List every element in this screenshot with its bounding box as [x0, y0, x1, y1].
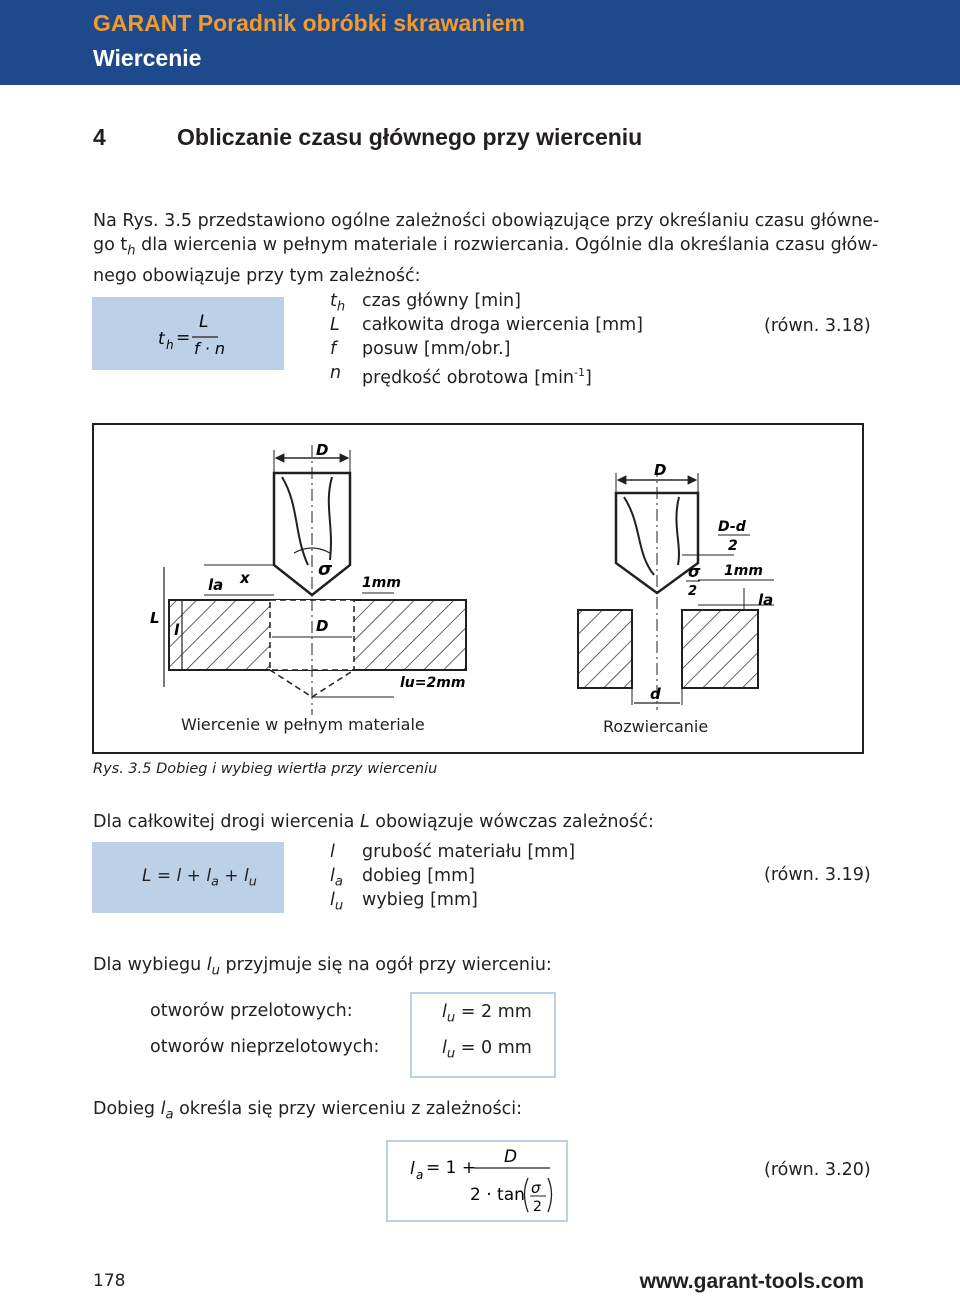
legend-desc: dobieg [mm]	[362, 866, 475, 886]
label-lu: lu=2mm	[400, 675, 466, 691]
legend-desc: czas główny [min]	[362, 291, 521, 311]
footer-url[interactable]: www.garant-tools.com	[639, 1270, 864, 1293]
label-L: L	[150, 609, 160, 627]
formula-3-19: $L = l + l_a + l_u$	[142, 866, 257, 890]
legend-row-n	[330, 361, 650, 388]
formula-lhs: l	[410, 1159, 415, 1179]
legend-sym-L: L	[330, 315, 340, 335]
equation-ref-3-20: (równ. 3.20)	[764, 1160, 871, 1180]
full-drilling-drawing	[150, 441, 466, 734]
workpiece-right-a	[578, 610, 632, 688]
label-d: d	[650, 685, 661, 703]
formula-sigma: σ	[531, 1179, 541, 1197]
formula-3-18	[92, 297, 284, 370]
para4-post: określa się przy wierceniu z zależności:	[173, 1099, 522, 1119]
legend-desc: grubość materiału [mm]	[362, 842, 576, 862]
intro-line-2-sub: h	[127, 243, 136, 259]
formula-lhs-sub: a	[416, 1168, 424, 1182]
header-title: GARANT Poradnik obróbki skrawaniem	[93, 10, 525, 36]
label-1mm-left: 1mm	[362, 575, 401, 591]
formula-denominator: 2 · tan	[470, 1185, 525, 1205]
case-blind: otworów nieprzelotowych:	[150, 1037, 380, 1057]
figure-drilling	[92, 423, 864, 754]
value-text: = 2 mm	[460, 1002, 532, 1022]
paren-right	[548, 1178, 552, 1212]
legend-sym-sub: u	[334, 898, 344, 914]
legend-desc: posuw [mm/obr.]	[362, 339, 511, 359]
para3-sym: l	[206, 955, 212, 975]
para3-sub: u	[211, 963, 220, 979]
caption-reaming: Rozwiercanie	[603, 717, 709, 736]
legend-desc-end: ]	[585, 367, 592, 388]
intro-paragraph	[93, 209, 879, 288]
para4-pre: Dobieg	[93, 1099, 161, 1119]
paragraph-total-path	[93, 810, 654, 834]
equation-ref-3-18: (równ. 3.18)	[764, 316, 871, 336]
chapter-heading	[93, 124, 642, 151]
formula-equals: =	[176, 328, 191, 348]
page-number: 178	[93, 1271, 126, 1291]
values-box	[410, 992, 556, 1078]
formula-box-3-19	[92, 842, 284, 913]
value-blind	[442, 1038, 532, 1062]
para3-pre: Dla wybiegu	[93, 955, 207, 975]
legend-sym-l-base: l	[330, 866, 335, 886]
legend-row-L	[330, 313, 650, 337]
legend-row-f	[330, 337, 650, 361]
label-sigma-right: σ	[688, 562, 701, 581]
legend-row-la	[330, 864, 630, 888]
intro-line-2-pre: go t	[93, 235, 128, 255]
label-sigma-left: σ	[318, 559, 333, 580]
reaming-drawing	[578, 461, 774, 736]
paren-left	[525, 1178, 529, 1212]
label-la-left: la	[208, 576, 224, 594]
chapter-number: 4	[93, 124, 106, 150]
caption-full-drilling: Wiercenie w pełnym materiale	[181, 715, 425, 734]
para4-sub: a	[165, 1107, 174, 1123]
legend-sym-lu	[330, 888, 343, 919]
legend-desc: wybieg [mm]	[362, 890, 478, 910]
formula-box-3-18	[92, 297, 284, 370]
formula-lhs-sub: h	[166, 338, 174, 352]
intro-line-2	[93, 233, 879, 264]
label-1mm-right: 1mm	[724, 563, 763, 579]
page-header	[0, 0, 960, 85]
value-sub: u	[446, 1046, 456, 1062]
legend-sym-t: t	[330, 291, 337, 311]
intro-line-2-post: dla wiercenia w pełnym materiale i rozwiercania. Ogólnie dla określania czasu głów-	[135, 235, 879, 255]
label-D-d-two: 2	[728, 538, 738, 554]
para2-sym: L	[359, 812, 370, 832]
label-la-right: la	[758, 591, 774, 609]
legend-row-lu	[330, 888, 630, 912]
drilling-diagram	[94, 425, 862, 752]
case-through: otworów przelotowych:	[150, 1001, 353, 1021]
value-through	[442, 1002, 532, 1026]
formula-3-20	[388, 1142, 566, 1220]
legend-desc	[362, 361, 592, 390]
label-l: l	[174, 621, 180, 639]
value-sym: l	[442, 1002, 447, 1022]
para2-pre: Dla całkowitej drogi wiercenia	[93, 812, 360, 832]
formula-rhs-pre: = 1 +	[426, 1158, 477, 1178]
legend-desc-text: prędkość obrotowa [min	[362, 367, 575, 388]
formula-two: 2	[533, 1199, 542, 1215]
label-sigma-two: 2	[688, 584, 698, 599]
header-subtitle: Wiercenie	[93, 45, 202, 71]
legend-desc-sup: -1	[574, 366, 585, 379]
legend-sym-f: f	[330, 339, 337, 359]
formula-numerator: L	[199, 312, 209, 332]
label-D-right: D	[654, 461, 667, 479]
legend-sym-sub: h	[336, 299, 346, 315]
formula-denominator: f · n	[194, 339, 226, 358]
label-D-d: D-d	[718, 519, 746, 535]
label-D-inner: D	[316, 617, 329, 635]
legend-row-l	[330, 840, 630, 864]
legend-sym-n: n	[330, 363, 342, 383]
legend-sym-l-base: l	[330, 890, 335, 910]
formula-lhs: t	[158, 329, 165, 349]
para3-post: przyjmuje się na ogół przy wierceniu:	[219, 955, 552, 975]
legend-row-th	[330, 289, 650, 313]
value-sub: u	[446, 1010, 456, 1026]
label-x: x	[240, 569, 250, 587]
equation-ref-3-19: (równ. 3.19)	[764, 865, 871, 885]
value-sym: l	[442, 1038, 447, 1058]
figure-caption: Rys. 3.5 Dobieg i wybieg wiertła przy wierceniu	[93, 761, 438, 777]
formula-numerator: D	[504, 1147, 518, 1167]
paragraph-overrun	[93, 953, 552, 984]
para4-sym: l	[160, 1099, 166, 1119]
legend-3-19	[330, 840, 630, 912]
label-D-left: D	[316, 441, 329, 459]
intro-line-1: Na Rys. 3.5 przedstawiono ogólne zależności obowiązujące przy określaniu czasu główne-	[93, 211, 880, 231]
legend-sym-sub: a	[334, 874, 343, 890]
intro-line-3: nego obowiązuje przy tym zależność:	[93, 265, 421, 286]
chapter-title: Obliczanie czasu głównego przy wierceniu	[177, 124, 643, 150]
legend-sym-l: l	[330, 842, 335, 862]
legend-3-18	[330, 289, 650, 388]
paragraph-approach	[93, 1097, 522, 1128]
workpiece-right-b	[682, 610, 758, 688]
formula-box-3-20	[386, 1140, 568, 1222]
legend-desc: całkowita droga wiercenia [mm]	[362, 315, 644, 335]
value-text: = 0 mm	[460, 1038, 532, 1058]
para2-post: obowiązuje wówczas zależność:	[369, 812, 654, 832]
